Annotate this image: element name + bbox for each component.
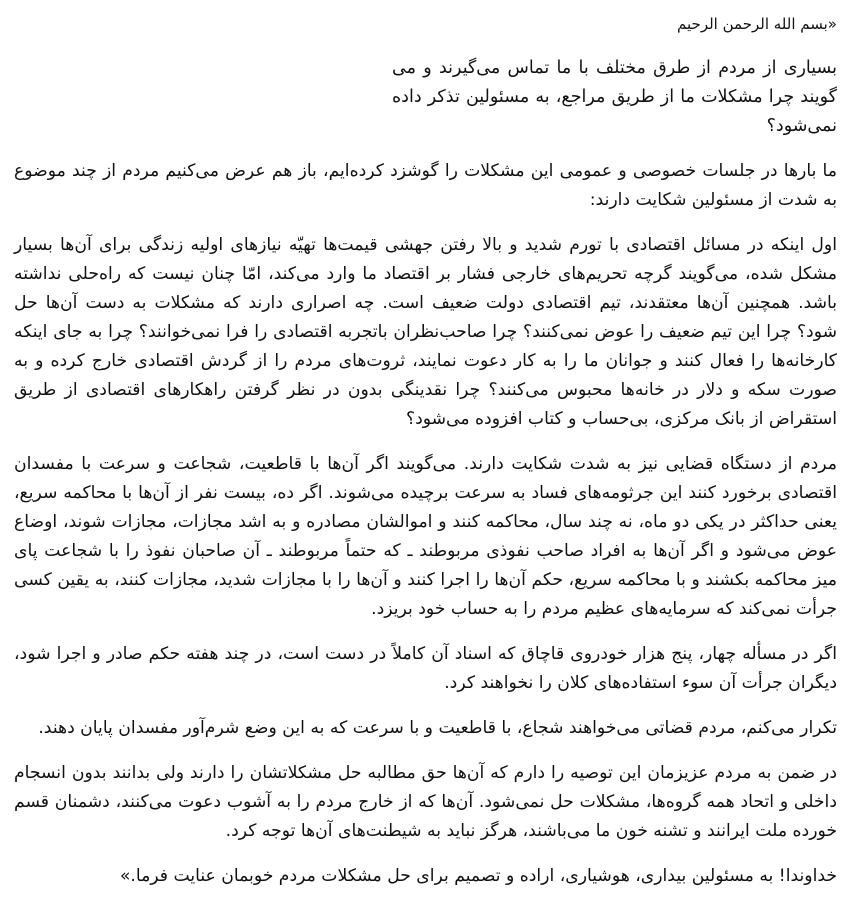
paragraph-advice-to-people: در ضمن به مردم عزیزمان این توصیه را دارم که آن‌ها حق مطالبه حل مشکلاتشان را دارند ولی بدانند بدون انسجام داخلی و اتحاد همه گروه‌ها، مشکلات حل نمی‌شود. آن‌ها که از خارج مردم را به آشوب دعوت می‌کنند، دشمنان قسم خورده ملت ایرانند و تشنه خون ما می‌باشند، هرگز نباید به شیطنت‌های آن‌ها توجه کرد.: [14, 763, 837, 841]
paragraph-closing-prayer: خداوندا! به مسئولین بیداری، هوشیاری، اراده و تصمیم برای حل مشکلات مردم خوبمان عنایت فرما.»: [119, 866, 837, 886]
paragraph-judiciary-issues: مردم از دستگاه قضایی نیز به شدت شکایت دارند. می‌گویند اگر آن‌ها با قاطعیت، شجاعت و سرعت با مفسدان اقتصادی برخورد کنند این جرثومه‌های فساد به سرعت برچیده می‌شوند. اگر ده، بیست نفر از آن‌ها با محاکمه سریع، یعنی حداکثر در یکی دو ماه، نه چند سال، محاکمه کنند و اموالشان مصادره و به اشد مجازات، مجازات شوند، اوضاع عوض می‌شود و اگر آن‌ها به افراد صاحب نفوذی مربوطند ـ که حتماً مربوطند ـ آن صاحبان نفوذ را با شجاعت پای میز محاکمه بکشند و با محاکمه سریع، حکم آن‌ها را اجرا کنند و آن‌ها را با مجازات شدید، مجازات کنند، به یقین کسی جرأت نمی‌کند که سرمایه‌های عظیم مردم را به حساب خود بریزد.: [14, 454, 837, 619]
paragraph-economic-issues: اول اینکه در مسائل اقتصادی با تورم شدید و بالا رفتن جهشی قیمت‌ها تهیّه نیازهای اولیه زندگی برای آن‌ها بسیار مشکل شده، می‌گویند گرچه تحریم‌های خارجی فشار بر اقتصاد ما وارد می‌کند، امّا چنان نیست که راه‌حلی نداشته باشد. همچنین آن‌ها معتقدند، تیم اقتصادی دولت ضعیف است. چه اصراری دارند که مشکلات به دست آن‌ها حل شود؟ چرا این تیم ضعیف را عوض نمی‌کنند؟ چرا صاحب‌نظران باتجربه اقتصادی را فرا نمی‌خوانند؟ چرا به جای اینکه کارخانه‌ها را فعال کنند و جوانان ما را به کار دعوت نمایند، ثروت‌های مردم را از گردش اقتصادی خارج کرده و به صورت سکه و دلار در خانه‌ها محبوس می‌کنند؟ چرا نقدینگی بدون در نظر گرفتن راهکارهای اقتصادی از طریق استقراض از بانک مرکزی، بی‌حساب و کتاب افزوده می‌شود؟: [14, 235, 837, 429]
paragraph-smuggled-cars: اگر در مسأله چهار، پنج هزار خودروی قاچاق که اسناد آن کاملاً در دست است، در چند هفته حکم صادر و اجرا شود، دیگران جرأت آن سوء استفاده‌های کلان را نخواهند کرد.: [14, 644, 837, 693]
paragraph-repeat-judges: تکرار می‌کنم، مردم قضاتی می‌خواهند شجاع، با قاطعیت و با سرعت که به این وضع شرم‌آور مفسدان پایان دهند.: [38, 718, 837, 738]
bismillah-line: «بسم الله الرحمن الرحيم: [677, 15, 837, 33]
paragraph-complaints-intro: ما بارها در جلسات خصوصی و عمومی این مشکلات را گوشزد کرده‌ایم، باز هم عرض می‌کنیم مردم از چند موضوع به شدت از مسئولین شکایت دارند:: [14, 161, 837, 210]
paragraph-intro: بسیاری از مردم از طرق مختلف با ما تماس می‌گیرند و می گویند چرا مشکلات ما از طریق مراجع، به مسئولین تذکر داده نمی‌شود؟: [392, 58, 837, 136]
